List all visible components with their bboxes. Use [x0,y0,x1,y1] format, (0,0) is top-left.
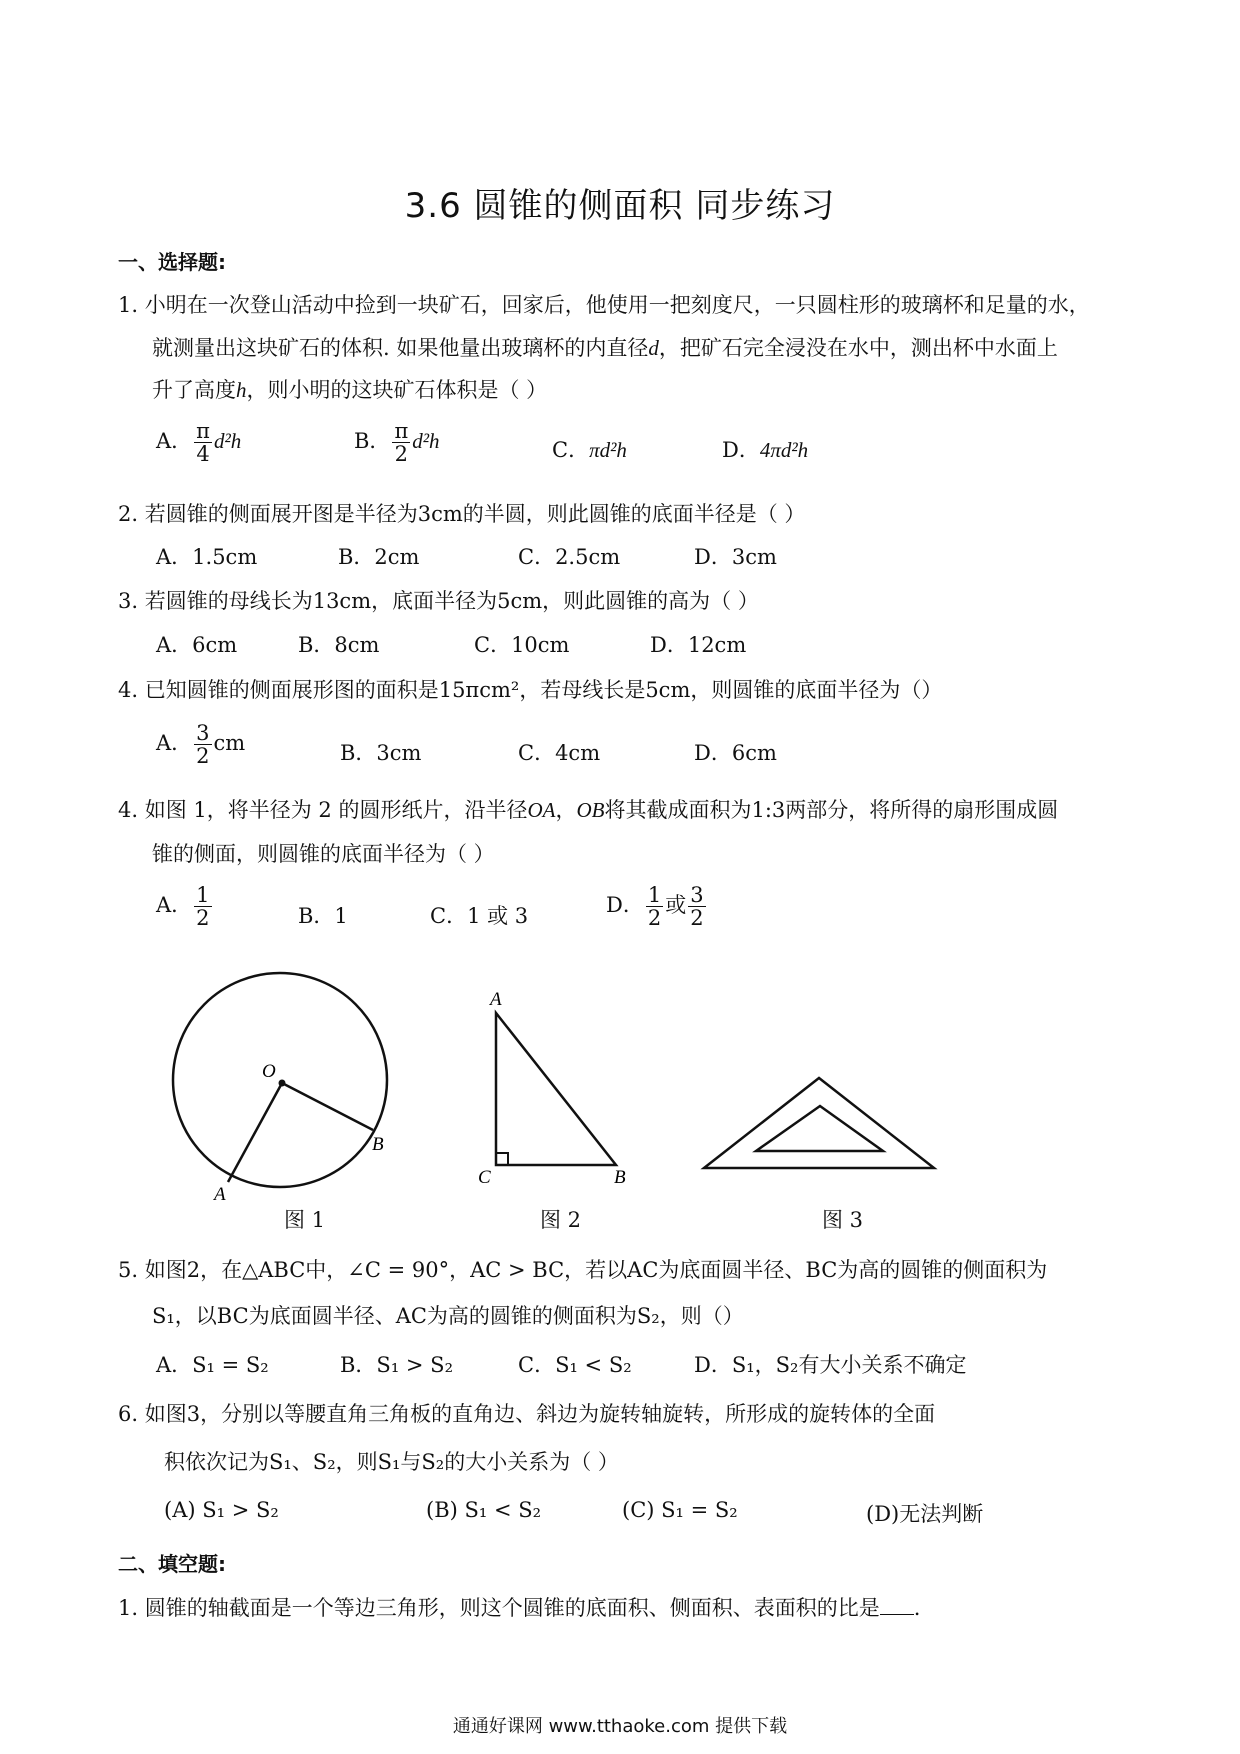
q4b-option-a [156,884,214,929]
q1-line3-text-a: 升了高度 [152,378,236,402]
q2-option-d: D．3cm [694,545,777,569]
q1-line2-text-a: 就测量出这块矿石的体积. 如果他量出玻璃杯的内直径 [152,336,649,360]
q1-b-den: 2 [394,442,409,467]
q1-a-den: 4 [196,442,210,467]
figure-3-set-square [700,1070,940,1180]
q2-option-a: A．1.5cm [156,545,258,569]
label-c: C [478,1167,491,1188]
q4a-a-den: 2 [196,744,210,769]
q4b-line1-text-a: 4. 如图 1，将半径为 2 的圆形纸片，沿半径 [118,798,528,822]
q5-option-d: D．S₁，S₂有大小关系不确定 [694,1353,967,1377]
q5-option-c: C．S₁ < S₂ [518,1353,632,1377]
section-heading-fill: 二、填空题: [118,1552,226,1576]
q4b-option-b: B．1 [298,904,348,928]
radius-oa [228,1083,282,1182]
q5-option-b: B．S₁ > S₂ [340,1353,453,1377]
label-b: B [372,1134,384,1155]
q5-line1: 5. 如图2，在△ABC中，∠C = 90°，AC > BC，若以AC为底面圆半径、BC为高的圆锥的侧面积为 [118,1258,1048,1282]
q1-var-h: h [236,378,247,402]
q4a-option-b: B．3cm [340,741,422,765]
q4b-d-label: D． [606,893,644,918]
q4b-d1-den: 2 [647,906,662,931]
q4a-a-unit: cm [213,731,246,756]
q4b-d2-num: 3 [690,883,704,907]
figure-2-triangle [470,985,640,1195]
q4b-d1-num: 1 [647,883,662,907]
q1-option-a-fraction [194,420,212,465]
q4b-a-num: 1 [196,883,210,907]
q1-option-b-fraction [392,420,410,465]
q1-line2-text-b: ，把矿石完全浸没在水中，测出杯中水面上 [658,336,1058,360]
label-a: A [490,989,502,1010]
q1-var-d: d [648,336,659,360]
page-title: 3.6 圆锥的侧面积 同步练习 [404,186,836,226]
q4a-option-a [156,722,245,767]
figure-1-caption: 图 1 [284,1208,326,1232]
q1-d-expr: 4πd²h [759,438,809,462]
fill-q1-blank [880,1614,914,1615]
q4b-a-den: 2 [196,906,210,931]
q1-option-c [552,434,627,464]
q1-line1: 1. 小明在一次登山活动中捡到一块矿石，回家后，他使用一把刻度尺，一只圆柱形的玻璃杯和足量的水， [118,293,1090,317]
q4b-d-fraction-1 [646,884,663,929]
q4b-var-ob: OB [576,798,605,822]
q4a-option-c: C．4cm [518,741,601,765]
q3-option-b: B．8cm [298,633,380,657]
page-footer: 通通好课网 www.tthaoke.com 提供下载 [452,1716,788,1737]
q6-option-c: (C) S₁ = S₂ [622,1498,738,1522]
q1-line2 [152,332,1058,362]
center-point [279,1080,286,1087]
q1-option-d [722,434,808,464]
fill-q1 [118,1592,920,1622]
circle-outline [173,973,387,1187]
q3-text: 3. 若圆锥的母线长为13cm，底面半径为5cm，则此圆锥的高为（ ） [118,589,759,613]
q6-line1: 6. 如图3，分别以等腰直角三角板的直角边、斜边为旋转轴旋转，所形成的旋转体的全面 [118,1402,936,1426]
figure-2-caption: 图 2 [540,1208,582,1232]
q5-line2: S₁，以BC为底面圆半径、AC为高的圆锥的侧面积为S₂，则（） [152,1304,744,1328]
fill-q1-end: . [913,1596,921,1620]
label-a: A [214,1184,226,1205]
q6-option-a: (A) S₁ > S₂ [164,1498,279,1522]
label-o: O [262,1061,276,1082]
q1-option-c-label: C． [552,438,590,462]
q1-b-expr: d²h [412,429,440,454]
q6-option-b: (B) S₁ < S₂ [426,1498,542,1522]
q1-option-a [156,420,241,465]
q1-c-expr: πd²h [589,438,627,462]
q6-option-d: (D)无法判断 [866,1502,984,1526]
q4b-line2: 锥的侧面，则圆锥的底面半径为（ ） [152,842,495,866]
figure-1-circle [150,965,410,1205]
q1-line3-text-b: ，则小明的这块矿石体积是（ ） [246,378,548,402]
q1-a-num: π [196,419,210,443]
q1-a-expr: d²h [213,429,242,454]
section-heading-choice: 一、选择题: [118,250,226,274]
q5-option-a: A．S₁ = S₂ [156,1353,269,1377]
q3-option-c: C．10cm [474,633,570,657]
q4a-option-d: D．6cm [694,741,777,765]
q2-option-c: C．2.5cm [518,545,621,569]
q4a-text: 4. 已知圆锥的侧面展形图的面积是15πcm²，若母线长是5cm，则圆锥的底面半径为（） [118,678,943,702]
q4b-d-or: 或 [665,893,687,918]
figure-3-caption: 图 3 [822,1208,864,1232]
q4a-a-fraction [194,722,211,767]
q4b-option-d [606,884,708,929]
fill-q1-text: 1. 圆锥的轴截面是一个等边三角形，则这个圆锥的底面积、侧面积、表面积的比是 [118,1596,880,1620]
q3-option-d: D．12cm [650,633,747,657]
q4b-a-fraction [194,884,211,929]
q1-line3 [152,374,547,404]
q4b-a-label: A． [156,893,193,918]
q1-option-a-label: A． [156,429,193,454]
q1-option-b-label: B． [354,429,391,454]
q2-text: 2. 若圆锥的侧面展开图是半径为3cm的半圆，则此圆锥的底面半径是（ ） [118,502,806,526]
right-angle-mark [496,1153,508,1165]
q4a-a-num: 3 [196,721,210,745]
q4b-line1 [118,794,1058,824]
q4a-a-label: A． [156,731,193,756]
q1-b-num: π [394,419,409,443]
q1-option-d-label: D． [722,438,760,462]
q4b-line1-text-b: 将其截成面积为1:3两部分，将所得的扇形围成圆 [604,798,1059,822]
q4b-var-oa: OA [527,798,556,822]
q6-line2: 积依次记为S₁、S₂，则S₁与S₂的大小关系为（ ） [164,1450,619,1474]
q4b-d2-den: 2 [690,906,704,931]
q2-option-b: B．2cm [338,545,420,569]
q4b-option-c: C．1 或 3 [430,904,529,928]
q4b-sep: ， [555,798,577,822]
q3-option-a: A．6cm [156,633,238,657]
q4b-d-fraction-2 [688,884,705,929]
right-triangle [496,1013,616,1165]
label-b: B [614,1167,626,1188]
q1-option-b [354,420,440,465]
outer-triangle [704,1078,934,1168]
radius-ob [282,1083,373,1130]
